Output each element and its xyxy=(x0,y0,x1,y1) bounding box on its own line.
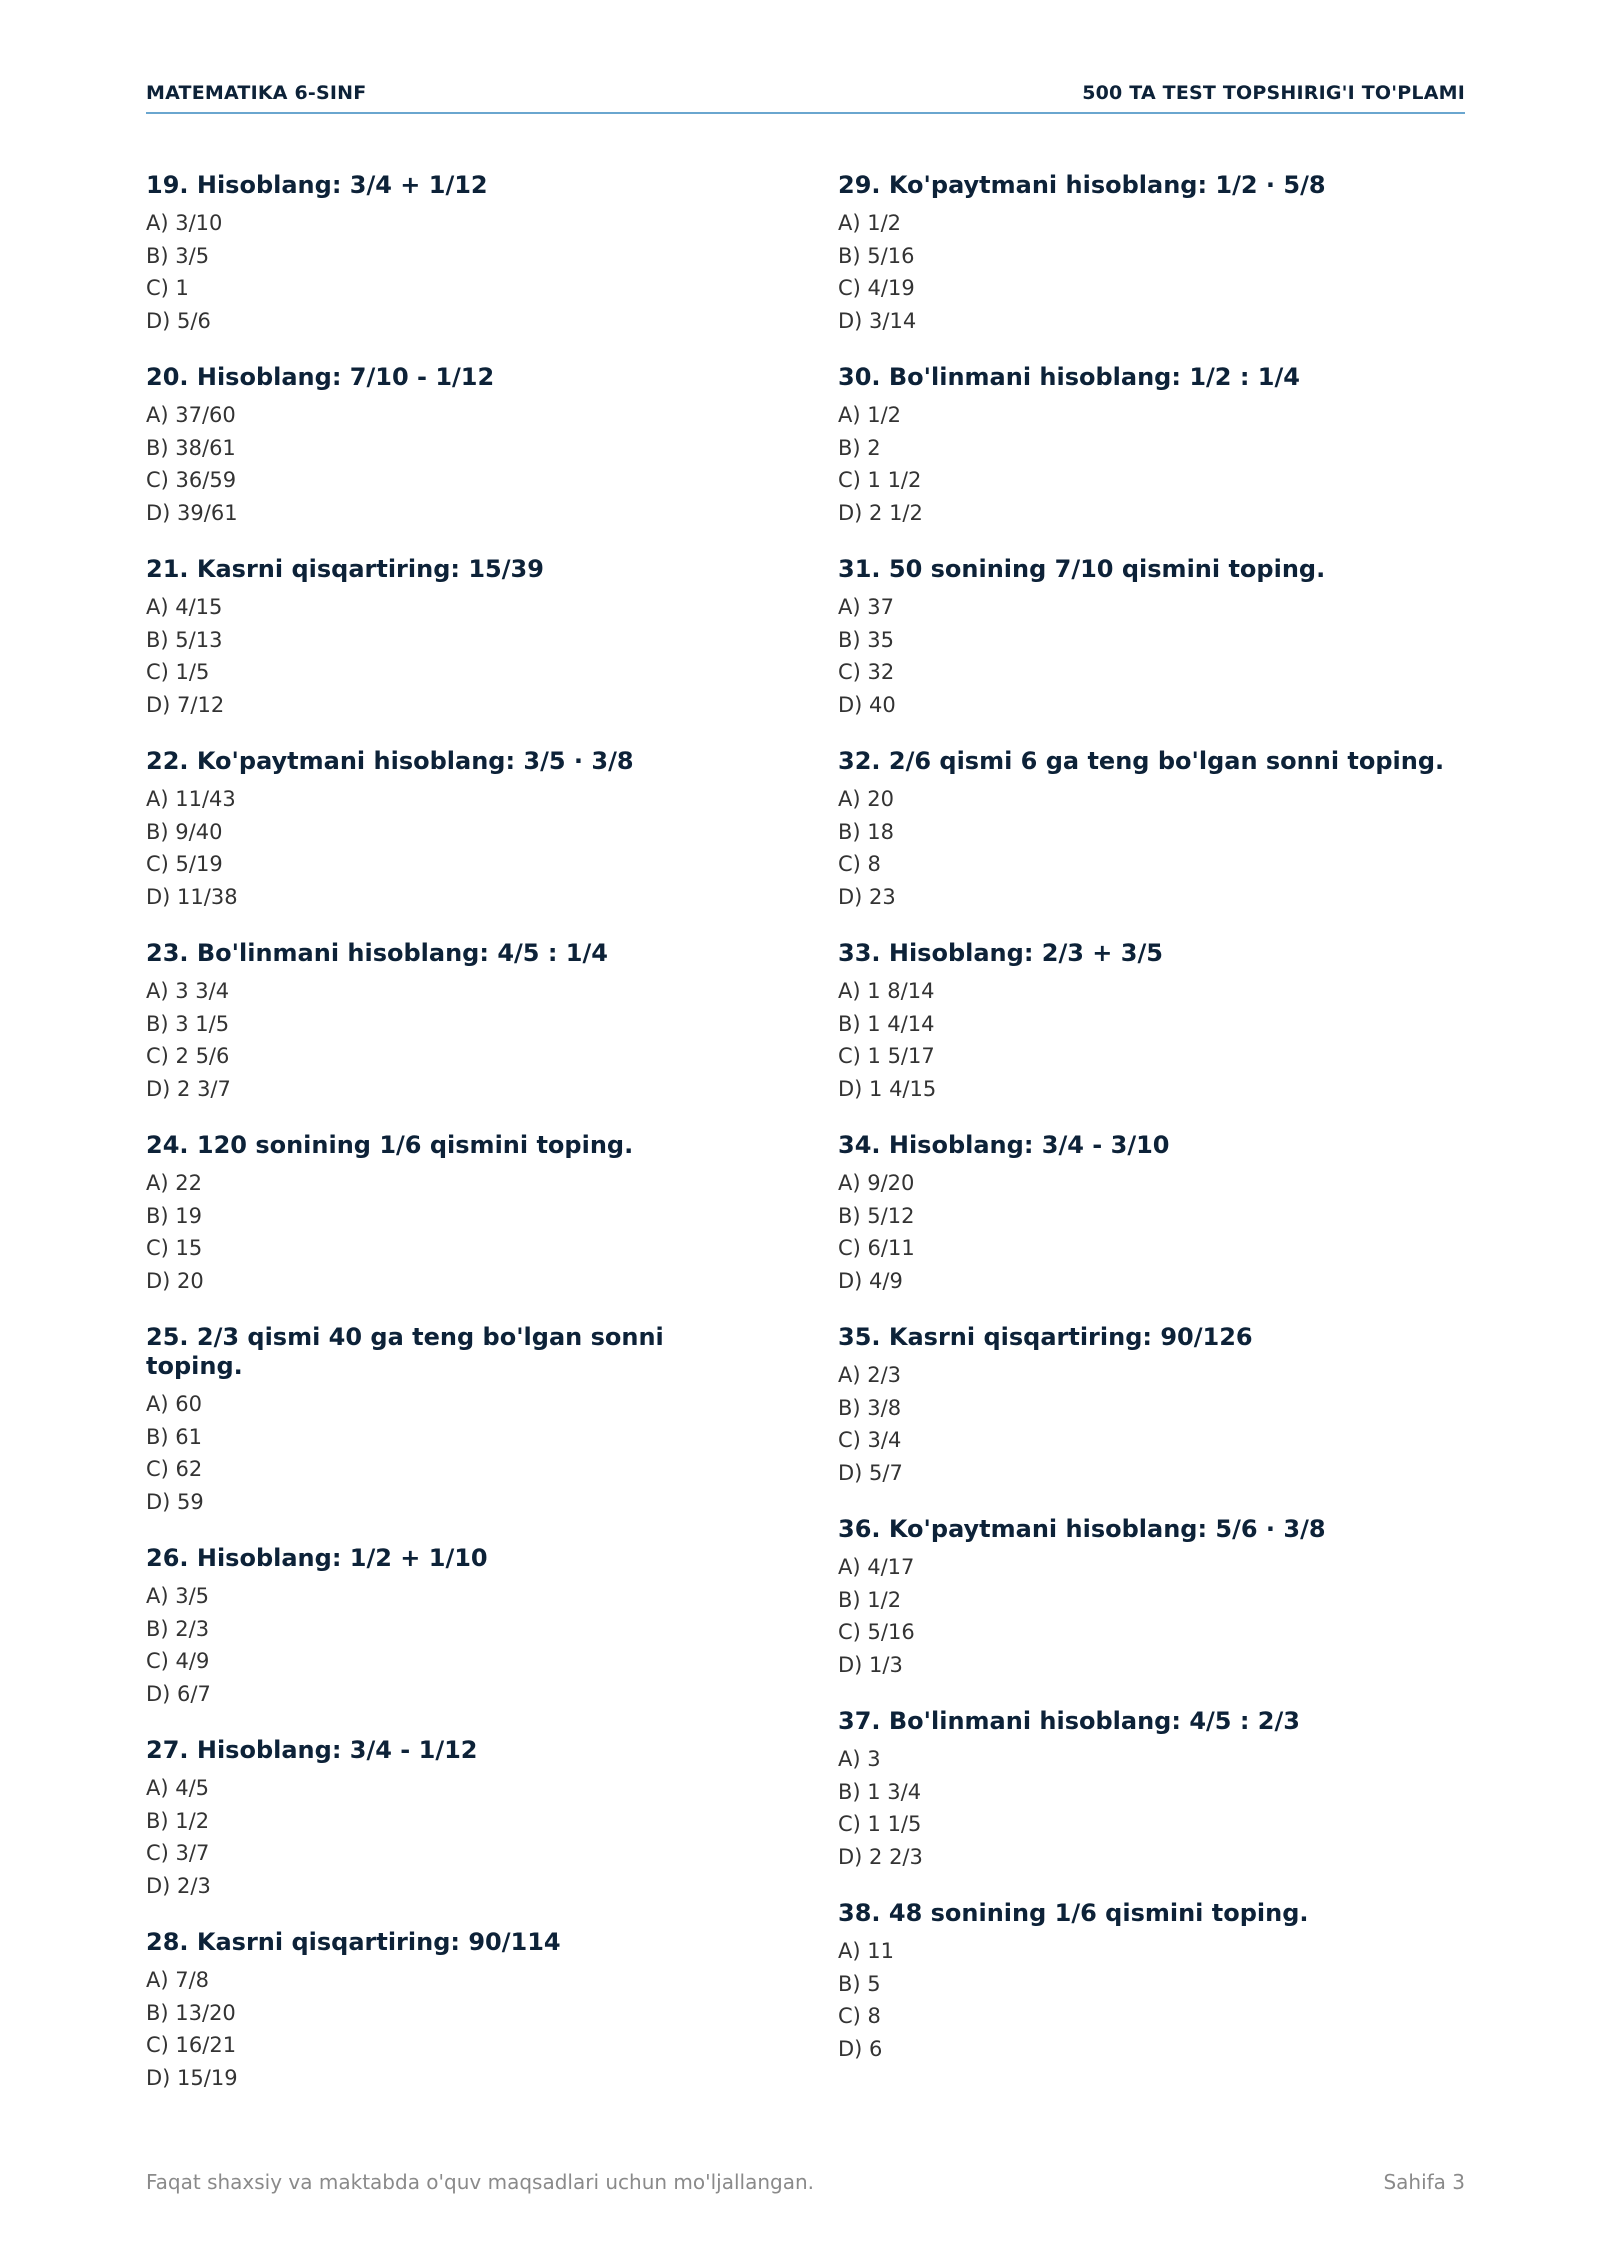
question-block xyxy=(146,1928,706,2094)
answer-option: B) 9/40 xyxy=(146,819,223,844)
answer-option: B) 5 xyxy=(838,1971,881,1996)
question-block xyxy=(838,747,1478,913)
answer-option: B) 3/8 xyxy=(838,1395,902,1420)
answer-option: C) 1 5/17 xyxy=(838,1044,935,1068)
question-title: 23. Bo'linmani hisoblang: 4/5 : 1/4 xyxy=(146,939,608,967)
answer-option: A) 1 8/14 xyxy=(838,979,935,1003)
answer-option: D) 6 xyxy=(838,2036,883,2061)
answer-option: A) 4/15 xyxy=(146,595,223,619)
answer-option: B) 19 xyxy=(146,1203,202,1228)
question-block xyxy=(838,1899,1478,2065)
answer-option: B) 2 xyxy=(838,435,881,460)
answer-option: A) 22 xyxy=(146,1171,202,1195)
footer-note: Faqat shaxsiy va maktabda o'quv maqsadlari uchun mo'ljallangan. xyxy=(146,2170,815,2194)
answer-option: D) 1/3 xyxy=(838,1652,903,1677)
question-block xyxy=(838,1707,1478,1873)
question-title: 32. 2/6 qismi 6 ga teng bo'lgan sonni toping. xyxy=(838,747,1445,775)
answer-option: D) 40 xyxy=(838,692,896,717)
answer-option: D) 2 3/7 xyxy=(146,1076,231,1101)
answer-option: B) 13/20 xyxy=(146,2000,236,2025)
question-block xyxy=(146,939,706,1105)
answer-option: C) 1/5 xyxy=(146,660,210,684)
answer-option: B) 35 xyxy=(838,627,894,652)
question-title: 25. 2/3 qismi 40 ga teng bo'lgan sonni toping. xyxy=(146,1323,664,1380)
question-block xyxy=(146,171,706,337)
answer-option: A) 60 xyxy=(146,1392,202,1416)
answer-option: A) 4/5 xyxy=(146,1776,210,1800)
answer-option: B) 18 xyxy=(838,819,894,844)
answer-option: B) 38/61 xyxy=(146,435,236,460)
question-title: 28. Kasrni qisqartiring: 90/114 xyxy=(146,1928,561,1956)
question-title: 24. 120 sonining 1/6 qismini toping. xyxy=(146,1131,634,1159)
answer-option: B) 61 xyxy=(146,1424,202,1449)
question-title: 29. Ko'paytmani hisoblang: 1/2 · 5/8 xyxy=(838,171,1326,199)
answer-option: D) 20 xyxy=(146,1268,204,1293)
answer-option: A) 11 xyxy=(838,1939,894,1963)
answer-option: A) 3 xyxy=(838,1747,881,1771)
question-title: 19. Hisoblang: 3/4 + 1/12 xyxy=(146,171,488,199)
answer-option: D) 23 xyxy=(838,884,896,909)
answer-option: B) 1 3/4 xyxy=(838,1779,922,1804)
answer-option: D) 5/7 xyxy=(838,1460,903,1485)
answer-option: A) 9/20 xyxy=(838,1171,915,1195)
answer-option: C) 16/21 xyxy=(146,2033,237,2057)
answer-option: B) 3/5 xyxy=(146,243,210,268)
answer-option: C) 36/59 xyxy=(146,468,237,492)
question-block xyxy=(146,363,706,529)
answer-option: A) 20 xyxy=(838,787,894,811)
answer-option: D) 2 1/2 xyxy=(838,500,923,525)
question-block xyxy=(838,1515,1478,1681)
answer-option: A) 7/8 xyxy=(146,1968,210,1992)
right-question-column xyxy=(838,171,1478,2091)
answer-option: C) 4/19 xyxy=(838,276,915,300)
answer-option: A) 4/17 xyxy=(838,1555,915,1579)
answer-option: C) 1 xyxy=(146,276,189,300)
question-title: 33. Hisoblang: 2/3 + 3/5 xyxy=(838,939,1163,967)
answer-option: D) 2/3 xyxy=(146,1873,211,1898)
question-block xyxy=(146,1323,706,1518)
answer-option: C) 32 xyxy=(838,660,895,684)
answer-option: D) 3/14 xyxy=(838,308,917,333)
answer-option: D) 6/7 xyxy=(146,1681,211,1706)
answer-option: C) 1 1/5 xyxy=(838,1812,922,1836)
left-question-column xyxy=(146,171,706,2120)
answer-option: D) 39/61 xyxy=(146,500,238,525)
question-title: 35. Kasrni qisqartiring: 90/126 xyxy=(838,1323,1253,1351)
answer-option: D) 1 4/15 xyxy=(838,1076,937,1101)
answer-option: B) 2/3 xyxy=(146,1616,210,1641)
question-block xyxy=(146,555,706,721)
question-title: 22. Ko'paytmani hisoblang: 3/5 · 3/8 xyxy=(146,747,634,775)
question-block xyxy=(146,1736,706,1902)
answer-option: D) 59 xyxy=(146,1489,204,1514)
question-block xyxy=(146,1131,706,1297)
question-title: 37. Bo'linmani hisoblang: 4/5 : 2/3 xyxy=(838,1707,1300,1735)
answer-option: B) 5/16 xyxy=(838,243,915,268)
answer-option: C) 5/16 xyxy=(838,1620,915,1644)
question-title: 27. Hisoblang: 3/4 - 1/12 xyxy=(146,1736,478,1764)
question-block xyxy=(838,1131,1478,1297)
answer-option: D) 5/6 xyxy=(146,308,211,333)
question-block xyxy=(838,171,1478,337)
answer-option: D) 15/19 xyxy=(146,2065,238,2090)
answer-option: D) 11/38 xyxy=(146,884,238,909)
answer-option: D) 7/12 xyxy=(146,692,225,717)
question-title: 26. Hisoblang: 1/2 + 1/10 xyxy=(146,1544,488,1572)
answer-option: D) 2 2/3 xyxy=(838,1844,923,1869)
page-number: Sahifa 3 xyxy=(1383,2170,1465,2194)
answer-option: B) 1/2 xyxy=(838,1587,902,1612)
answer-option: A) 3 3/4 xyxy=(146,979,230,1003)
question-title: 21. Kasrni qisqartiring: 15/39 xyxy=(146,555,544,583)
answer-option: D) 4/9 xyxy=(838,1268,903,1293)
answer-option: B) 3 1/5 xyxy=(146,1011,230,1036)
answer-option: A) 1/2 xyxy=(838,211,902,235)
answer-option: B) 1 4/14 xyxy=(838,1011,935,1036)
header-subject: MATEMATIKA 6-SINF xyxy=(146,82,367,104)
answer-option: C) 5/19 xyxy=(146,852,223,876)
question-block xyxy=(146,1544,706,1710)
answer-option: C) 2 5/6 xyxy=(146,1044,230,1068)
question-title: 38. 48 sonining 1/6 qismini toping. xyxy=(838,1899,1309,1927)
question-block xyxy=(146,747,706,913)
answer-option: C) 15 xyxy=(146,1236,203,1260)
answer-option: C) 1 1/2 xyxy=(838,468,922,492)
question-block xyxy=(838,939,1478,1105)
answer-option: C) 3/4 xyxy=(838,1428,902,1452)
question-title: 31. 50 sonining 7/10 qismini toping. xyxy=(838,555,1326,583)
question-block xyxy=(838,555,1478,721)
question-title: 20. Hisoblang: 7/10 - 1/12 xyxy=(146,363,495,391)
page-footer xyxy=(146,2170,1465,2194)
answer-option: C) 8 xyxy=(838,2004,881,2028)
answer-option: C) 62 xyxy=(146,1457,203,1481)
answer-option: A) 3/5 xyxy=(146,1584,210,1608)
answer-option: B) 5/13 xyxy=(146,627,223,652)
question-block xyxy=(838,1323,1478,1489)
page-header xyxy=(146,82,1465,114)
answer-option: A) 1/2 xyxy=(838,403,902,427)
answer-option: A) 37 xyxy=(838,595,894,619)
answer-option: A) 11/43 xyxy=(146,787,236,811)
question-title: 36. Ko'paytmani hisoblang: 5/6 · 3/8 xyxy=(838,1515,1326,1543)
question-block xyxy=(838,363,1478,529)
question-title: 30. Bo'linmani hisoblang: 1/2 : 1/4 xyxy=(838,363,1300,391)
question-title: 34. Hisoblang: 3/4 - 3/10 xyxy=(838,1131,1170,1159)
answer-option: A) 2/3 xyxy=(838,1363,902,1387)
answer-option: C) 3/7 xyxy=(146,1841,210,1865)
header-collection-title: 500 TA TEST TOPSHIRIG'I TO'PLAMI xyxy=(1082,82,1465,104)
answer-option: C) 6/11 xyxy=(838,1236,915,1260)
answer-option: A) 3/10 xyxy=(146,211,223,235)
answer-option: A) 37/60 xyxy=(146,403,236,427)
answer-option: B) 1/2 xyxy=(146,1808,210,1833)
answer-option: B) 5/12 xyxy=(838,1203,915,1228)
answer-option: C) 4/9 xyxy=(146,1649,210,1673)
answer-option: C) 8 xyxy=(838,852,881,876)
